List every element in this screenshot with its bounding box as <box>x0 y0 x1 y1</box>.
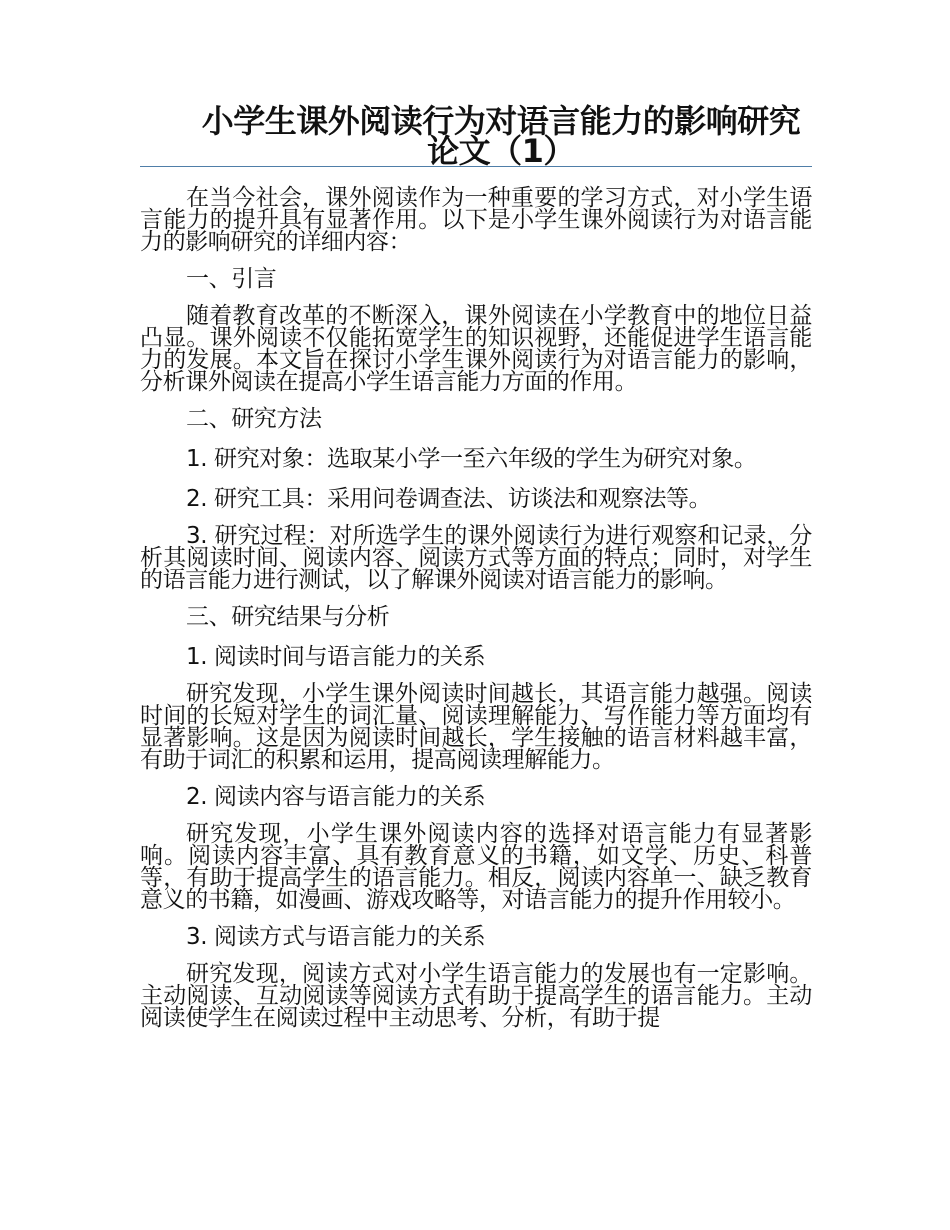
section-heading-introduction: 一、引言 <box>186 266 277 292</box>
section-heading-results: 三、研究结果与分析 <box>186 604 390 630</box>
method-item-process: 3. 研究过程：对所选学生的课外阅读行为进行观察和记录，分析其阅读时间、阅读内容、阅读方式等方面的特点；同时，对学生的语言能力进行测试，以了解课外阅读对语言能力的影响。 <box>140 523 812 593</box>
section-heading-methods: 二、研究方法 <box>186 406 322 432</box>
result-heading-reading-method: 3. 阅读方式与语言能力的关系 <box>186 924 486 950</box>
intro-paragraph: 在当今社会，课外阅读作为一种重要的学习方式，对小学生语言能力的提升具有显著作用。以下是小学生课外阅读行为对语言能力的影响研究的详细内容： <box>140 185 812 255</box>
result-paragraph-reading-time: 研究发现，小学生课外阅读时间越长，其语言能力越强。阅读时间的长短对学生的词汇量、阅读理解能力、写作能力等方面均有显著影响。这是因为阅读时间越长，学生接触的语言材料越丰富，有助于词汇的积累和运用，提高阅读理解能力。 <box>140 681 812 773</box>
document-title: 小学生课外阅读行为对语言能力的影响研究论文（1） <box>201 102 801 170</box>
result-paragraph-reading-method: 研究发现，阅读方式对小学生语言能力的发展也有一定影响。主动阅读、互动阅读等阅读方式有助于提高学生的语言能力。主动阅读使学生在阅读过程中主动思考、分析，有助于提 <box>140 961 812 1031</box>
introduction-paragraph: 随着教育改革的不断深入，课外阅读在小学教育中的地位日益凸显。课外阅读不仅能拓宽学生的知识视野，还能促进学生语言能力的发展。本文旨在探讨小学生课外阅读行为对语言能力的影响，分析课外阅读在提高小学生语言能力方面的作用。 <box>140 303 812 395</box>
result-paragraph-reading-content: 研究发现，小学生课外阅读内容的选择对语言能力有显著影响。阅读内容丰富、具有教育意义的书籍，如文学、历史、科普等，有助于提高学生的语言能力。相反，阅读内容单一、缺乏教育意义的书籍，如漫画、游戏攻略等，对语言能力的提升作用较小。 <box>140 821 812 913</box>
method-item-subjects: 1. 研究对象：选取某小学一至六年级的学生为研究对象。 <box>186 446 757 472</box>
method-item-tools: 2. 研究工具：采用问卷调查法、访谈法和观察法等。 <box>186 486 712 512</box>
result-heading-reading-time: 1. 阅读时间与语言能力的关系 <box>186 644 486 670</box>
document-page <box>140 102 812 1041</box>
result-heading-reading-content: 2. 阅读内容与语言能力的关系 <box>186 784 486 810</box>
